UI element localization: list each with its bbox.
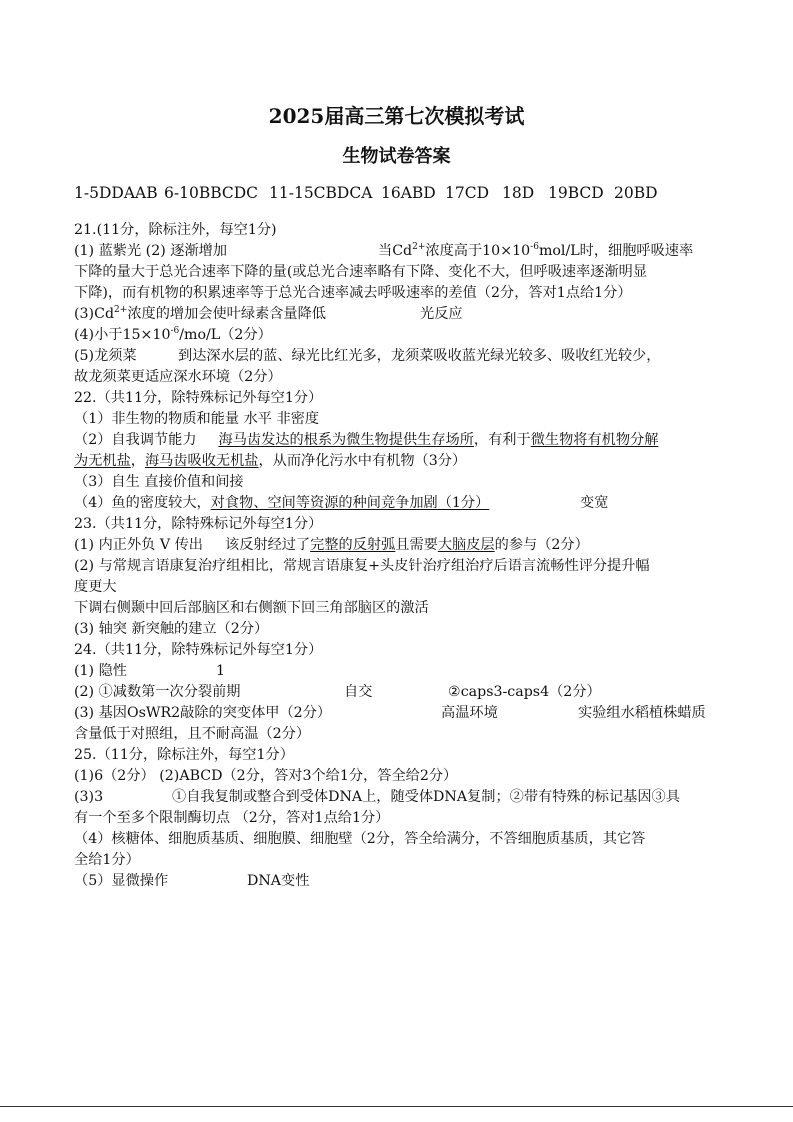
q22-line-5-answer: 变宽 — [580, 495, 609, 511]
q23-underlined-text: 大脑皮层 — [437, 537, 495, 553]
q25-line-6-answer: DNA变性 — [247, 873, 310, 889]
q24-line-3-answer: 高温环境 — [441, 705, 498, 721]
q21-line-1 — [74, 242, 227, 260]
q23-text: 且需要 — [395, 537, 438, 553]
q25-line-3: 有一个至多个限制酶切点 （2分，答对1点给1分） — [74, 810, 390, 826]
mc-group-6-10: 6-10BBCDC — [164, 184, 259, 202]
q23-text: (1) 内正外负 V 传出 — [74, 537, 203, 553]
q21-text: mol/L时，细胞呼吸速率 — [538, 243, 694, 259]
q21-text: 浓度的增加会使叶绿素含量降低 — [127, 306, 326, 322]
q21-line-6: (5)龙须菜 — [74, 348, 137, 364]
q23-line-1 — [74, 536, 589, 554]
page-title: 2025届高三第七次模拟考试 — [268, 104, 525, 128]
q21-line-5 — [74, 326, 272, 344]
q23-underlined-text: 完整的反射弧 — [310, 537, 396, 553]
q22-text: ， — [130, 453, 145, 469]
q22-underlined-text: 海马齿吸收无机盐 — [144, 453, 259, 469]
q22-line-4: （3）自生 直接价值和间接 — [74, 474, 244, 490]
q21-line-1-explain — [378, 242, 693, 260]
q21-text: (3)Cd — [74, 306, 115, 322]
q25-line-2-answer: ①自我复制或整合到受体DNA上，随受体DNA复制；②带有特殊的标记基因③具 — [172, 789, 680, 805]
mc-16: 16ABD — [381, 184, 436, 202]
q23-text: 该反射经过了 — [225, 537, 311, 553]
q22-line-5 — [74, 494, 489, 512]
q24-line-3: (3) 基因OsWR2敲除的突变体甲（2分） — [74, 705, 332, 721]
q22-text: （2）自我调节能力 — [74, 432, 197, 448]
q24-line-2-answer: 自交 — [344, 684, 373, 700]
q24-line-1-answer: 1 — [216, 663, 226, 679]
q25-line-4: （4）核糖体、细胞质基质、细胞膜、细胞壁（2分，答全给满分，不答细胞质基质，其它答 — [74, 831, 646, 847]
q24-line-2: (2) ①减数第一次分裂前期 — [74, 684, 241, 700]
q24-line-2-answer-b: ②caps3-caps4（2分） — [448, 684, 601, 700]
q21-line-7: 故龙须菜更适应深水环境（2分） — [74, 369, 282, 385]
q24-line-1: (1) 隐性 — [74, 663, 127, 679]
q23-line-3: 度更大 — [74, 579, 117, 595]
q22-heading: 22.（共11分，除特殊标记外每空1分） — [74, 390, 323, 406]
q22-underlined-text: 微生物将有机物分解 — [530, 432, 659, 448]
superscript: 2+ — [114, 305, 128, 315]
q25-line-6: （5）显微操作 — [74, 873, 169, 889]
q25-line-5: 全给1分） — [74, 852, 140, 868]
q25-line-1: (1)6（2分） (2)ABCD（2分，答对3个给1分，答全给2分） — [74, 768, 458, 784]
superscript: 2+ — [412, 242, 426, 252]
q21-line-4 — [74, 305, 326, 323]
q22-line-1: （1）非生物的物质和能量 水平 非密度 — [74, 411, 320, 427]
q22-underlined-text: 为无机盐 — [74, 453, 131, 469]
q21-text: /mo/L（2分） — [179, 327, 272, 343]
q21-line-6-explain: 到达深水层的蓝、绿光比红光多，龙须菜吸收蓝光绿光较多、吸收红光较少， — [178, 348, 661, 364]
q25-line-2: (3)3 — [74, 789, 104, 805]
q21-line-4-answer: 光反应 — [420, 306, 463, 322]
q22-line-2 — [74, 431, 658, 449]
q22-text: （4）鱼的密度较大， — [74, 495, 211, 511]
mc-group-11-15: 11-15CBDCA — [269, 184, 373, 202]
q21-text: (4)小于15×10 — [74, 327, 171, 343]
q23-line-4: 下调右侧颞中回后部脑区和右侧额下回三角部脑区的激活 — [74, 600, 429, 616]
q24-line-3-answer-b: 实验组水稻植株蜡质 — [578, 705, 706, 721]
q21-line-2: 下降的量大于总光合速率下降的量(或总光合速率略有下降、变化不大，但呼吸速率逐渐明显 — [74, 264, 648, 280]
superscript: -6 — [530, 242, 539, 252]
q25-heading: 25.（11分，除标注外，每空1分） — [74, 747, 294, 763]
q23-line-2: (2) 与常规言语康复治疗组相比，常规言语康复+头皮针治疗组治疗后语言流畅性评分提升幅 — [74, 558, 650, 574]
q21-text: 当Cd — [378, 243, 413, 259]
mc-20: 20BD — [614, 184, 658, 202]
page-subtitle: 生物试卷答案 — [342, 146, 451, 167]
mc-17: 17CD — [445, 184, 490, 202]
q21-heading: 21.(11分，除标注外，每空1分) — [74, 222, 277, 238]
q21-line-3: 下降)，而有机物的积累速率等于总光合速率减去呼吸速率的差值（2分，答对1点给1分） — [74, 285, 632, 301]
q21-text: 浓度高于10×10 — [425, 243, 531, 259]
superscript: -6 — [170, 326, 180, 336]
q21-answer-1-2: (1) 蓝紫光 (2) 逐渐增加 — [74, 243, 228, 259]
mc-19: 19BCD — [548, 184, 604, 202]
mc-18: 18D — [502, 184, 535, 202]
q24-heading: 24.（共11分，除特殊标记外每空1分） — [74, 642, 323, 658]
q23-text: 的参与（2分） — [494, 537, 589, 553]
q22-underlined-text: 对食物、空间等资源的种间竞争加剧（1分） — [210, 495, 490, 511]
q23-line-5: (3) 轴突 新突触的建立（2分） — [74, 621, 269, 637]
q24-line-4: 含量低于对照组，且不耐高温（2分） — [74, 726, 311, 742]
q22-underlined-text: 海马齿发达的根系为微生物提供生存场所 — [218, 432, 474, 448]
q23-heading: 23.（共11分，除特殊标记外每空1分） — [74, 516, 323, 532]
q22-text: ，有利于 — [473, 432, 531, 448]
q22-line-3 — [74, 452, 466, 470]
q22-text: ，从而净化污水中有机物（3分） — [258, 453, 467, 469]
mc-group-1-5: 1-5DDAAB — [74, 184, 158, 202]
page-bottom-divider — [0, 1106, 793, 1107]
